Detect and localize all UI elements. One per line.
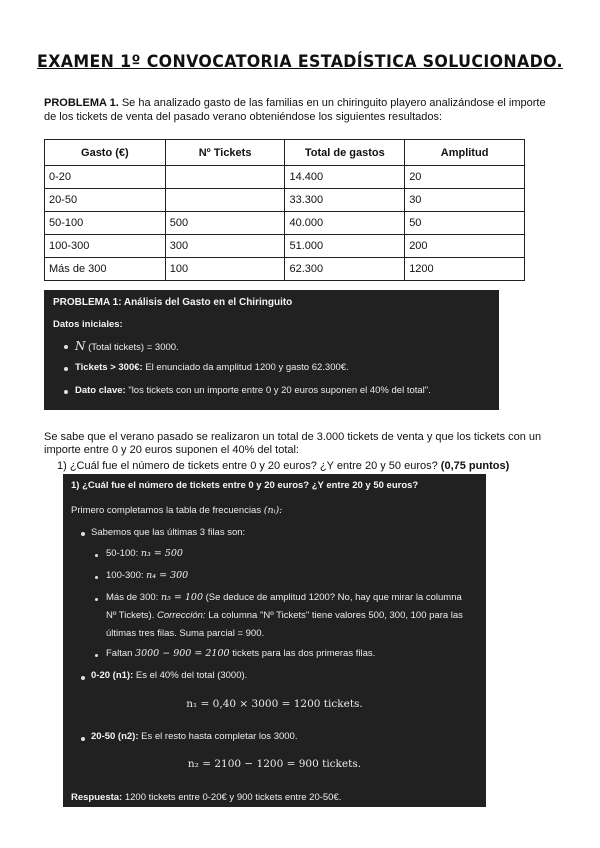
- box1-bullet-text: (Total tickets) = 3000.: [88, 342, 179, 353]
- table-cell: Más de 300: [45, 258, 166, 281]
- box2-known-title: Sabemos que las últimas 3 filas son:: [91, 527, 246, 538]
- paragraph-totals: Se sabe que el verano pasado se realizaron un total de 3.000 tickets de venta y que los tickets con un importe entre 0 y 20 euros suponen el 40% del total:: [44, 431, 542, 456]
- table-header: Total de gastos: [285, 140, 405, 166]
- table-cell: [165, 189, 285, 212]
- row-label: Faltan: [106, 648, 133, 659]
- row-text: Nº Tickets).: [106, 610, 155, 621]
- bullet-icon: [95, 554, 98, 557]
- bullet-icon: [81, 532, 85, 536]
- n2-line: [91, 731, 297, 742]
- n2-label: 20-50 (n2):: [91, 731, 139, 742]
- table-cell: 100: [165, 258, 285, 281]
- problem-text: Se ha analizado gasto de las familias en un chiringuito playero analizándose el importe de los tickets de venta del pasado verano obteniéndose los siguientes resultados:: [44, 97, 546, 123]
- n2-equation: n₂ = 2100 − 1200 = 900 tickets.: [187, 758, 362, 770]
- table-cell: 14.400: [285, 166, 405, 189]
- row-50-100: [106, 548, 183, 559]
- table-row: [45, 166, 525, 189]
- box1-bullet-total: [75, 339, 179, 353]
- row-100-300: [106, 570, 188, 581]
- table-cell: 30: [405, 189, 525, 212]
- bullet-icon: [64, 345, 68, 349]
- table-cell: 100-300: [45, 235, 166, 258]
- box1-bullet-text: "los tickets con un importe entre 0 y 20 euros suponen el 40% del total".: [128, 385, 431, 396]
- row-math: n₅ = 100: [160, 592, 203, 603]
- bullet-icon: [95, 576, 98, 579]
- box1-bullet-label: Tickets > 300€:: [75, 362, 143, 373]
- row-text: tickets para las dos primeras filas.: [232, 648, 376, 659]
- row-text: (Se deduce de amplitud 1200? No, hay que mirar la columna: [205, 592, 462, 603]
- row-label: Más de 300:: [106, 592, 159, 603]
- data-table: [44, 139, 525, 281]
- table-cell: 50-100: [45, 212, 166, 235]
- table-cell: 51.000: [285, 235, 405, 258]
- table-cell: 500: [165, 212, 285, 235]
- question-text: 1) ¿Cuál fue el número de tickets entre 0 y 20 euros? ¿Y entre 20 y 50 euros?: [57, 460, 438, 472]
- box1-bullet-tickets: [75, 362, 349, 373]
- box1-bullet-label: Dato clave:: [75, 385, 126, 396]
- table-row: [45, 212, 525, 235]
- table-header: Nº Tickets: [165, 140, 285, 166]
- analysis-box-initial-data: [44, 290, 499, 410]
- table-cell: 50: [405, 212, 525, 235]
- row-math: n₄ = 300: [146, 570, 189, 581]
- correction-label: Corrección:: [156, 610, 206, 621]
- bullet-icon: [81, 676, 85, 680]
- row-mas-300-line3: últimas tres filas. Suma parcial = 900.: [106, 628, 265, 639]
- n1-text: Es el 40% del total (3000).: [135, 670, 248, 681]
- table-cell: [165, 166, 285, 189]
- table-row: [45, 189, 525, 212]
- row-mas-300-line2: [106, 610, 463, 621]
- table-header: Amplitud: [405, 140, 525, 166]
- question-1: [57, 460, 509, 472]
- row-math: n₃ = 500: [140, 548, 183, 559]
- table-row: [45, 258, 525, 281]
- table-header: Gasto (€): [45, 140, 166, 166]
- n1-label: 0-20 (n1):: [91, 670, 134, 681]
- page-title: EXAMEN 1º CONVOCATORIA ESTADÍSTICA SOLUCIONADO.: [37, 52, 563, 72]
- answer-line: [71, 792, 341, 803]
- bullet-icon: [81, 737, 85, 741]
- table-cell: 20: [405, 166, 525, 189]
- row-missing: [106, 648, 375, 659]
- table-cell: 33.300: [285, 189, 405, 212]
- box2-title: 1) ¿Cuál fue el número de tickets entre 0 y 20 euros? ¿Y entre 20 y 50 euros?: [71, 480, 419, 491]
- row-mas-300: [106, 592, 462, 603]
- row-text: La columna "Nº Tickets" tiene valores 500, 300, 100 para las: [208, 610, 463, 621]
- table-cell: 40.000: [285, 212, 405, 235]
- problem-statement: [44, 96, 558, 124]
- table-cell: 0-20: [45, 166, 166, 189]
- table-cell: 62.300: [285, 258, 405, 281]
- table-cell: 300: [165, 235, 285, 258]
- answer-label: Respuesta:: [71, 792, 123, 803]
- box1-title: PROBLEMA 1: Análisis del Gasto en el Chiringuito: [53, 297, 293, 308]
- n1-line: [91, 670, 247, 681]
- box2-intro: [71, 505, 282, 516]
- bullet-icon: [95, 654, 98, 657]
- row-math: 3000 − 900 = 2100: [135, 648, 230, 659]
- table-header-row: [45, 140, 525, 166]
- var-ni: (nᵢ):: [263, 505, 283, 516]
- n1-equation: n₁ = 0,40 × 3000 = 1200 tickets.: [186, 698, 363, 710]
- bullet-icon: [95, 598, 98, 601]
- table-cell: 20-50: [45, 189, 166, 212]
- bullet-icon: [64, 390, 68, 394]
- table-cell: 200: [405, 235, 525, 258]
- n2-text: Es el resto hasta completar los 3000.: [141, 731, 298, 742]
- var-n: N: [75, 339, 86, 353]
- box1-bullet-text: El enunciado da amplitud 1200 y gasto 62.300€.: [145, 362, 349, 373]
- answer-text: 1200 tickets entre 0-20€ y 900 tickets entre 20-50€.: [124, 792, 342, 803]
- bullet-icon: [64, 367, 68, 371]
- analysis-box-question-1: [63, 474, 486, 807]
- row-label: 100-300:: [106, 570, 144, 581]
- question-points: (0,75 puntos): [440, 460, 510, 472]
- table-cell: 1200: [405, 258, 525, 281]
- problem-label: PROBLEMA 1.: [44, 97, 119, 109]
- box1-bullet-key: [75, 385, 431, 396]
- row-label: 50-100:: [106, 548, 139, 559]
- table-row: [45, 235, 525, 258]
- box2-intro-text: Primero completamos la tabla de frecuencias: [71, 505, 262, 516]
- box1-subtitle: Datos iniciales:: [53, 319, 123, 330]
